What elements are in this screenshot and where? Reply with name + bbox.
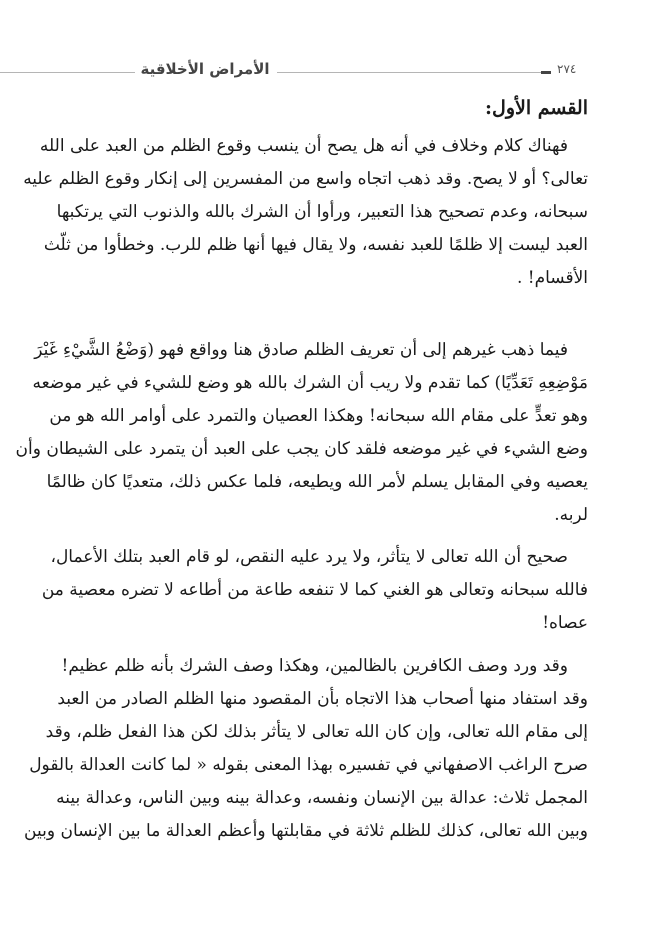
text-line: عصاه! [542,613,588,633]
paragraph [15,334,588,532]
text-line: مَوْضِعِهِ تَعَدِّيًا) كما تقدم ولا ريب أن الشرك بالله هو وضع للشيء في غير موضعه [32,373,588,393]
running-title: الأمراض الأخلاقية [140,60,270,78]
text-line: لربه. [554,505,588,525]
text-line: الأقسام! . [516,268,588,288]
header-rule-left [0,72,135,73]
header-dash [541,71,551,74]
text-line: فهناك كلام وخلاف في أنه هل يصح أن ينسب وقوع الظلم من العبد على الله [39,136,568,156]
paragraph [24,650,588,848]
text-line: تعالى؟ أو لا يصح. وقد ذهب اتجاه واسع من المفسرين إلى إنكار وقوع الظلم عليه [23,169,588,189]
text-line: فيما ذهب غيرهم إلى أن تعريف الظلم صادق هنا وواقع فهو (وَضْعُ الشَّيْءِ غَيْرَ [34,340,568,360]
text-line: وقد استفاد منها أصحاب هذا الاتجاه بأن المقصود منها الظلم الصادر من العبد [57,689,588,709]
text-line: صرح الراغب الاصفهاني في تفسيره بهذا المعنى بقوله « لما كانت العدالة بالقول [29,755,588,775]
text-line: فالله سبحانه وتعالى هو الغني كما لا تنفعه طاعة من أطاعه لا تضره معصية من [41,580,588,600]
text-line: صحيح أن الله تعالى لا يتأثر، ولا يرد عليه النقص، لو قام العبد بتلك الأعمال، [50,547,568,567]
text-line: وقد ورد وصف الكافرين بالظالمين، وهكذا وصف الشرك بأنه ظلم عظيم! [61,656,568,676]
text-line: إلى مقام الله تعالى، وإن كان الله تعالى لا يتأثر بذلك لكن هذا الفعل ظلم، وقد [45,722,588,742]
section-heading: القسم الأول: [485,97,588,119]
page-number: ٢٧٤ [557,62,577,76]
text-line: العبد ليست إلا ظلمًا للعبد نفسه، ولا يقال فيها أنها ظلم للرب. وخطأوا من ثلّث [43,235,588,255]
text-line: وبين الله تعالى، كذلك للظلم ثلاثة في مقابلتها وأعظم العدالة ما بين الإنسان وبين [24,821,588,841]
text-line: سبحانه، وعدم تصحيح هذا التعبير، ورأوا أن الشرك بالله والذنوب التي يرتكبها [56,202,588,222]
text-line: المجمل ثلاث: عدالة بين الإنسان ونفسه، وعدالة بينه وبين الناس، وعدالة بينه [56,788,588,808]
paragraph [41,541,588,640]
text-line: يعصيه وفي المقابل يسلم لأمر الله ويطيعه، فلما عكس ذلك، متعديًا كان ظالمًا [46,472,588,492]
text-line: وضع الشيء في غير موضعه فلقد كان يجب على العبد أن يتمرد على الشيطان وأن [15,439,588,459]
text-line: وهو تعدٍّ على مقام الله سبحانه! وهكذا العصيان والتمرد على أوامر الله هو من [49,406,588,426]
paragraph [23,130,588,295]
header-rule-right [277,72,541,73]
